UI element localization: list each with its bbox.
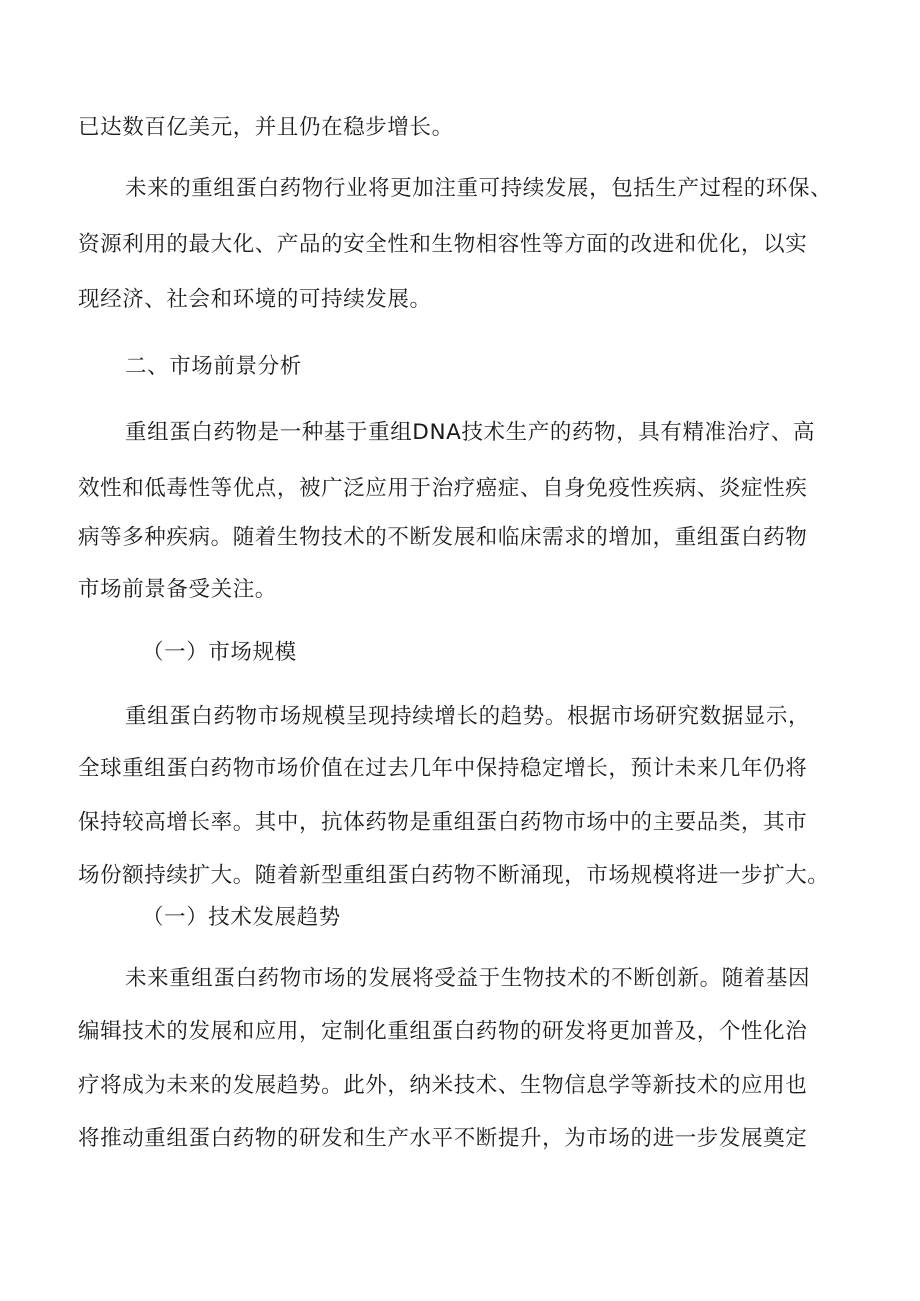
- paragraph-line: 全球重组蛋白药物市场价值在过去几年中保持稳定增长，预计未来几年仍将: [78, 756, 808, 781]
- paragraph-line: 场份额持续扩大。随着新型重组蛋白药物不断涌现，市场规模将进一步扩大。: [78, 863, 830, 888]
- continuation-line: 已达数百亿美元，并且仍在稳步增长。: [78, 115, 454, 140]
- paragraph-line: 效性和低毒性等优点，被广泛应用于治疗癌症、自身免疫性疾病、炎症性疾: [78, 476, 808, 501]
- paragraph-line: 疗将成为未来的发展趋势。此外，纳米技术、生物信息学等新技术的应用也: [78, 1073, 808, 1098]
- paragraph-line: 市场前景备受关注。: [78, 577, 277, 602]
- paragraph-line: 重组蛋白药物市场规模呈现持续增长的趋势。根据市场研究数据显示，: [125, 704, 811, 729]
- paragraph-line: 资源利用的最大化、产品的安全性和生物相容性等方面的改进和优化，以实: [78, 232, 808, 257]
- paragraph-line: 重组蛋白药物是一种基于重组DNA技术生产的药物，具有精准治疗、高: [125, 420, 816, 445]
- paragraph-line: 保持较高增长率。其中，抗体药物是重组蛋白药物市场中的主要品类，其市: [78, 810, 808, 835]
- paragraph-line: 病等多种疾病。随着生物技术的不断发展和临床需求的增加，重组蛋白药物: [78, 525, 808, 550]
- paragraph-line: 未来的重组蛋白药物行业将更加注重可持续发展，包括生产过程的环保、: [125, 176, 833, 201]
- paragraph-line: 未来重组蛋白药物市场的发展将受益于生物技术的不断创新。随着基因: [125, 966, 811, 991]
- subheading-tech-trends: （一）技术发展趋势: [142, 905, 341, 930]
- paragraph-line: 将推动重组蛋白药物的研发和生产水平不断提升，为市场的进一步发展奠定: [78, 1126, 808, 1151]
- paragraph-line: 编辑技术的发展和应用，定制化重组蛋白药物的研发将更加普及，个性化治: [78, 1019, 808, 1044]
- paragraph-line: 现经济、社会和环境的可持续发展。: [78, 287, 432, 312]
- section-heading: 二、市场前景分析: [125, 354, 302, 379]
- subheading-market-scale: （一）市场规模: [142, 640, 297, 665]
